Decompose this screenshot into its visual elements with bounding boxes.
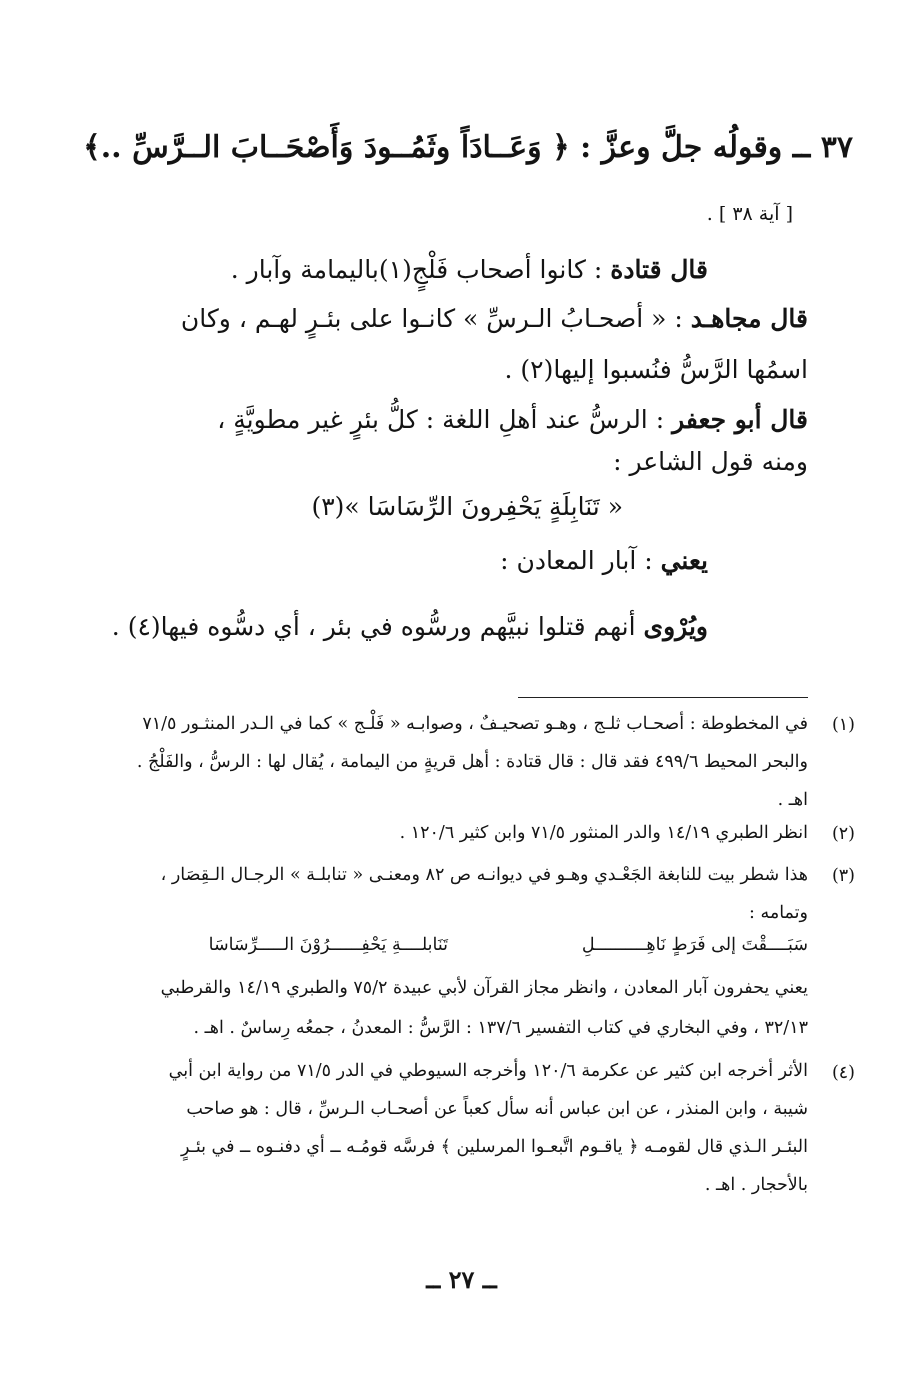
footnote-line: ٣٢/١٣ ، وفي البخاري في كتاب التفسير ١٣٧/٦ : الرَّسُّ : المعدنُ ، جمعُه رِساسٌ . اهـ . bbox=[193, 1018, 808, 1038]
footnote-number: (١) bbox=[831, 715, 855, 735]
paragraph-text: أنهم قتلوا نبيَّهم ورسُّوه في بئر ، أي دسُّوه فيها(٤) . bbox=[111, 612, 644, 641]
speaker-name: قال مجاهـد bbox=[690, 304, 808, 333]
footnote-separator bbox=[518, 697, 808, 698]
speaker-name: قال أبو جعفر bbox=[672, 405, 808, 434]
footnote-number: (٢) bbox=[831, 824, 855, 844]
footnote-line: هذا شطر بيت للنابغة الجَعْـدي وهـو في ديوانـه ص ٨٢ ومعنـى « تنابلـة » الرجـال الـقِصَار ، bbox=[160, 865, 808, 885]
footnote-line: بالأحجار . اهـ . bbox=[704, 1175, 808, 1195]
footnote-line: البئـر الـذي قال لقومـه ﴿ ياقـوم اتَّبعـوا المرسلين ﴾ فرسَّه قومُـه ــ أي دفنـوه ــ في بئـرٍ bbox=[181, 1137, 808, 1157]
paragraph-meaning bbox=[500, 546, 708, 575]
paragraph-qatada bbox=[231, 255, 708, 284]
poem-hemistich-first: سَبَــــقْتَ إلى فَرَطٍ نَاهِــــــــــلِ bbox=[581, 935, 808, 955]
paragraph-text: : آبار المعادن : bbox=[500, 546, 661, 575]
footnote-line: يعني يحفرون آبار المعادن ، وانظر مجاز القرآن لأبي عبيدة ٧٥/٢ والطبري ١٤/١٩ والقرطبي bbox=[160, 978, 808, 998]
paragraph-narration bbox=[112, 612, 708, 641]
paragraph-abu-jafar bbox=[217, 405, 808, 434]
speaker-name: يعني bbox=[660, 546, 708, 575]
footnote-line: وتمامه : bbox=[749, 903, 808, 923]
speaker-name: ويُرْوى bbox=[643, 612, 708, 641]
footnote-line: والبحر المحيط ٤٩٩/٦ فقد قال : قال قتادة : أهل قريةٍ من اليمامة ، يُقال لها : الرسُّ ، والفَلْجُ . bbox=[136, 752, 808, 772]
footnote-number: (٣) bbox=[831, 866, 855, 886]
poem-hemistich-second: تَنَابلــــةِ يَحْفِــــــرُوْنَ الـــــرِّسَاسَا bbox=[208, 935, 448, 955]
speaker-name: قال قتادة bbox=[610, 255, 708, 284]
poetry-verse: « تَنَابِلَةٍ يَحْفِرونَ الرِّسَاسَا »(٣) bbox=[311, 492, 623, 521]
paragraph-text: : الرسُّ عند أهلِ اللغة : كلُّ بئرٍ غير مطويَّةٍ ، bbox=[217, 405, 673, 434]
paragraph-text: : « أصحـابُ الـرسِّ » كانـوا على بئـرٍ لهـم ، وكان bbox=[180, 304, 691, 333]
page-number: ــ ٢٧ ــ bbox=[426, 1265, 497, 1294]
footnote-number: (٤) bbox=[831, 1063, 855, 1083]
footnote-line: اهـ . bbox=[777, 790, 808, 810]
paragraph-continuation: ومنه قول الشاعر : bbox=[613, 447, 808, 476]
footnote-line: الأثر أخرجه ابن كثير عن عكرمة ١٢٠/٦ وأخرجه السيوطي في الدر ٧١/٥ من رواية ابن أبي bbox=[168, 1061, 808, 1081]
footnote-line: انظر الطبري ١٤/١٩ والدر المنثور ٧١/٥ وابن كثير ١٢٠/٦ . bbox=[399, 823, 808, 843]
footnote-line: في المخطوطة : أصحـاب ثلـج ، وهـو تصحيـفٌ ، وصوابـه « فَلْـج » كما في الـدر المنثـور ٧١/٥ bbox=[142, 714, 808, 734]
paragraph-mujahid bbox=[181, 304, 808, 333]
entry-heading: ٣٧ ــ وقولُه جلَّ وعزَّ : ﴿ وَعَــادَاً وثَمُــودَ وَأَصْحَــابَ الــرَّسِّ ..﴾ bbox=[83, 130, 853, 165]
paragraph-continuation: اسمُها الرَّسُّ فنُسبوا إليها(٢) . bbox=[504, 355, 808, 384]
footnote-line: شيبة ، وابن المنذر ، عن ابن عباس أنه سأل كعباً عن أصحـاب الـرسِّ ، قال : هو صاحب bbox=[186, 1099, 808, 1119]
paragraph-text: : كانوا أصحاب فَلْجٍ(١)باليمامة وآبار . bbox=[230, 255, 611, 284]
ayah-reference: [ آية ٣٨ ] . bbox=[706, 203, 793, 225]
